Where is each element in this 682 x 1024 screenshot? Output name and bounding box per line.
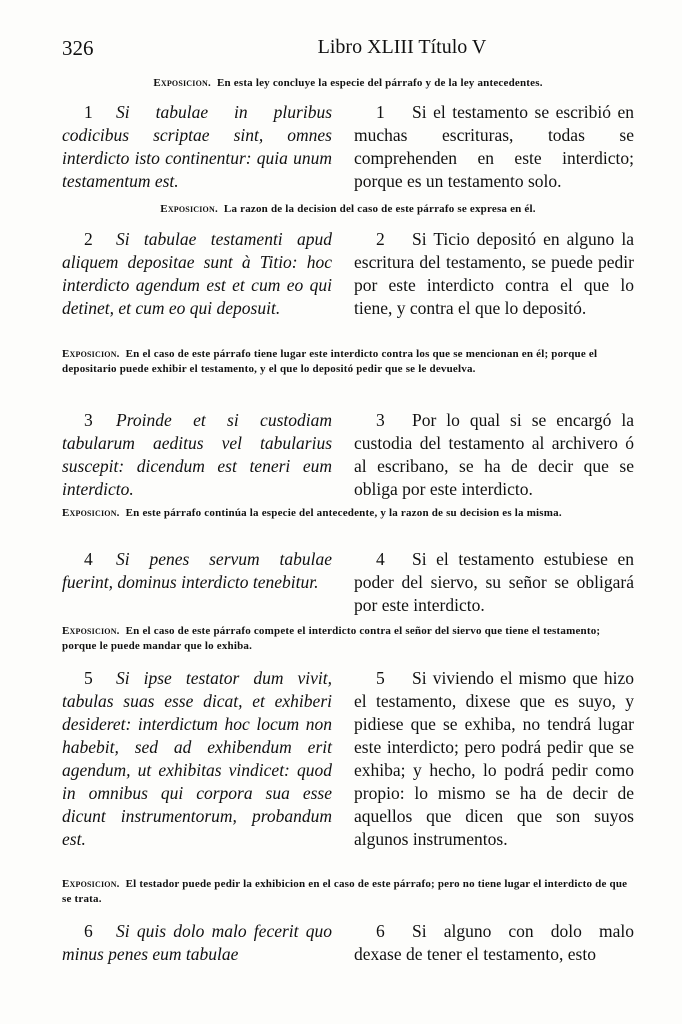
latin-text: [62, 409, 332, 501]
latin-text: [62, 548, 332, 594]
paragraph-number: 2: [376, 229, 385, 249]
latin-passage: Si tabulae testamenti apud aliquem depositae sunt à Titio: hoc interdicto agendum est et cum eo qui detinet, et cum eo qui deposuit.: [62, 229, 332, 318]
spanish-passage: Por lo qual si se encargó la custodia del testamento al archivero ó al escribano, se ha de decir que se obliga por este interdicto.: [354, 410, 634, 499]
spanish-text: [354, 667, 634, 851]
latin-text: [62, 228, 332, 320]
spanish-text: [354, 409, 634, 501]
exposicion-text: El testador puede pedir la exhibicion en el caso de este párrafo; pero no tiene lugar el interdicto de que se trata.: [62, 878, 628, 905]
spanish-passage: Si Ticio depositó en alguno la escritura del testamento, se puede pedir por este interdicto contra el que lo tiene, y contra el que lo depositó.: [354, 229, 634, 318]
paragraph-number: 5: [376, 668, 385, 688]
exposicion-label: Exposicion.: [62, 878, 120, 890]
latin-passage: Si tabulae in pluribus codicibus scriptae sint, omnes interdicto isto continentur: quia unum testamentum est.: [62, 102, 332, 191]
paragraph-number: 6: [376, 921, 385, 941]
exposicion-label: Exposicion.: [153, 77, 211, 89]
exposicion-note: [62, 347, 634, 377]
paragraph-number: 3: [376, 410, 385, 430]
exposicion-label: Exposicion.: [62, 625, 120, 637]
spanish-passage: Si el testamento estubiese en poder del siervo, su señor se obligará por este interdicto.: [354, 549, 634, 615]
page-header: [62, 36, 632, 64]
latin-text: [62, 667, 332, 851]
latin-passage: Proinde et si custodiam tabularum aeditus vel tabularius suscepit: dicendum est teneri eum interdicto.: [62, 410, 332, 499]
paragraph-number: 2: [84, 229, 93, 249]
spanish-text: [354, 548, 634, 617]
paragraph-number: 3: [84, 410, 93, 430]
exposicion-note: [62, 506, 634, 521]
exposicion-text: En este párrafo continúa la especie del antecedente, y la razon de su decision es la misma.: [125, 507, 562, 519]
exposicion-label: Exposicion.: [62, 507, 120, 519]
paragraph-number: 5: [84, 668, 93, 688]
paragraph-number: 1: [84, 102, 93, 122]
spanish-text: [354, 228, 634, 320]
exposicion-note: [62, 202, 634, 217]
paragraph-number: 4: [376, 549, 385, 569]
paragraph-number: 4: [84, 549, 93, 569]
spanish-text: [354, 101, 634, 193]
latin-text: [62, 101, 332, 193]
paragraph-number: 1: [376, 102, 385, 122]
exposicion-text: En esta ley concluye la especie del párrafo y de la ley antecedentes.: [216, 77, 543, 89]
spanish-passage: Si alguno con dolo malo dexase de tener el testamento, esto: [354, 921, 634, 964]
exposicion-note: [62, 624, 634, 654]
exposicion-note: [62, 76, 634, 91]
paragraph-number: 6: [84, 921, 93, 941]
spanish-passage: Si el testamento se escribió en muchas escrituras, todas se comprehenden en este interdicto; porque es un testamento solo.: [354, 102, 634, 191]
latin-passage: Si ipse testator dum vivit, tabulas suas esse dicat, et exhiberi desideret: interdictum hoc locum non habebit, sed ad exhibendum erit agendum, ut exhibitas vindicet: quod in omnibus qui corpora sua esse dicunt instrumentorum, probandum est.: [62, 668, 332, 849]
exposicion-label: Exposicion.: [160, 203, 218, 215]
exposicion-text: En el caso de este párrafo tiene lugar este interdicto contra los que se mencionan en él; porque el depositario puede exhibir el testamento, y el que lo depositó pedir que se le devuelva.: [62, 348, 598, 375]
latin-passage: Si penes servum tabulae fuerint, dominus interdicto tenebitur.: [62, 549, 332, 592]
latin-passage: Si quis dolo malo fecerit quo minus penes eum tabulae: [62, 921, 332, 964]
exposicion-text: La razon de la decision del caso de este párrafo se expresa en él.: [223, 203, 536, 215]
spanish-passage: Si viviendo el mismo que hizo el testamento, dixese que es suyo, y pidiese que se exhiba, no tendrá lugar este interdicto; pero podrá pedir que se exhiba; y hecho, lo podrá pedir como propio: lo mismo se ha de decir de aquellos que dicen que son suyos algunos instrumentos.: [354, 668, 634, 849]
exposicion-label: Exposicion.: [62, 348, 120, 360]
exposicion-text: En el caso de este párrafo compete el interdicto contra el señor del siervo que tiene el testamento; porque le puede mandar que lo exhiba.: [62, 625, 601, 652]
latin-text: [62, 920, 332, 966]
exposicion-note: [62, 877, 634, 907]
running-title: Libro XLIII Título V: [317, 36, 487, 58]
page-number: 326: [62, 36, 94, 60]
spanish-text: [354, 920, 634, 966]
